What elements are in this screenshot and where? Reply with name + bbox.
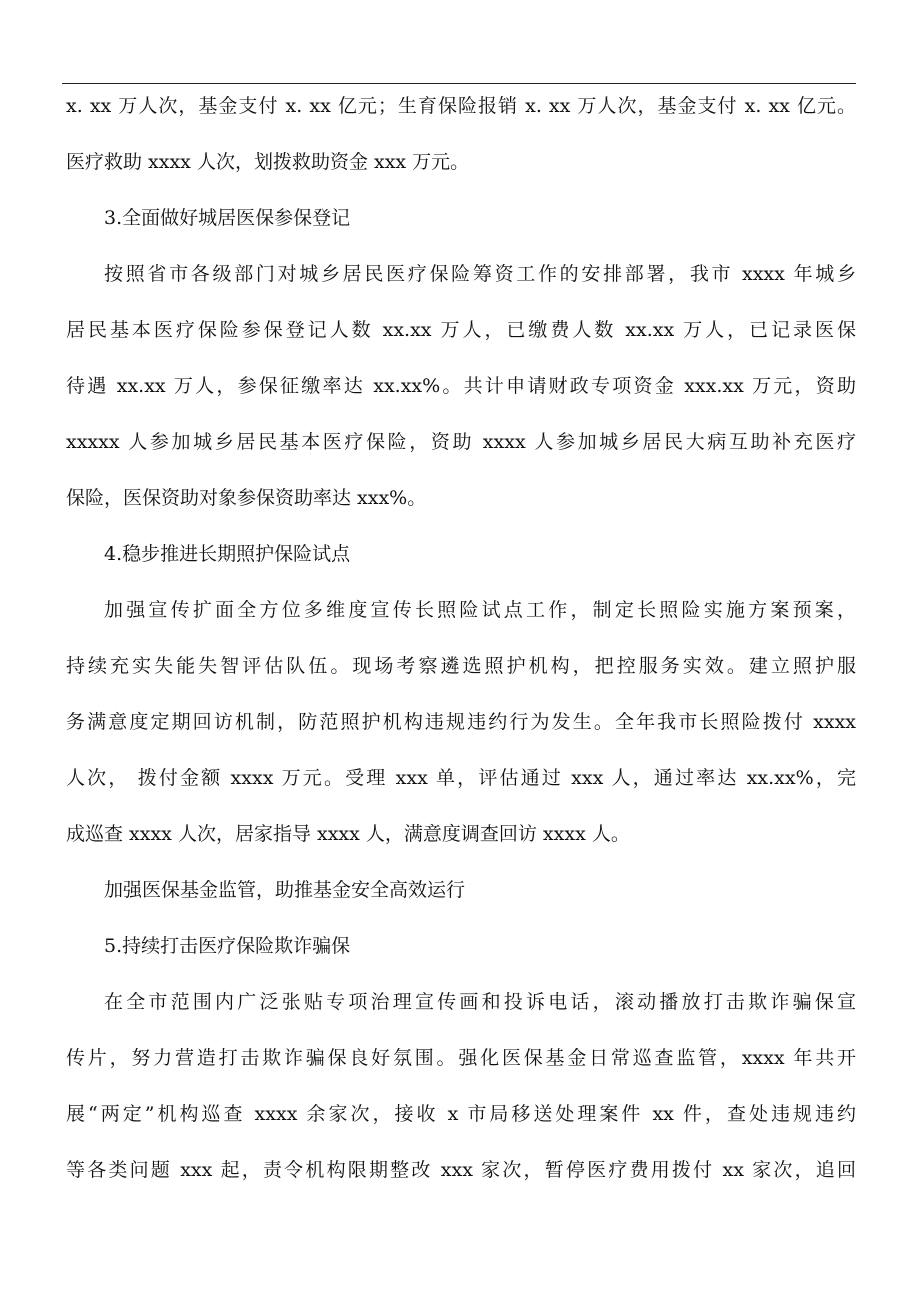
body-line: 在全市范围内广泛张贴专项治理宣传画和投诉电话，滚动播放打击欺诈骗保宣 (104, 991, 856, 1013)
body-line: 医疗救助 xxxx 人次，划拨救助资金 xxx 万元。 (66, 151, 470, 173)
body-line: 按照省市各级部门对城乡居民医疗保险筹资工作的安排部署，我市 xxxx 年城乡 (104, 263, 856, 285)
section-heading: 3.全面做好城居医保参保登记 (104, 207, 351, 229)
section-heading: 5.持续打击医疗保险欺诈骗保 (104, 935, 351, 957)
document-body (66, 88, 856, 1208)
body-line: 务满意度定期回访机制，防范照护机构违规违约行为发生。全年我市长照险拨付 xxxx (66, 711, 856, 733)
body-line: 传片，努力营造打击欺诈骗保良好氛围。强化医保基金日常巡查监管，xxxx 年共开 (66, 1047, 856, 1069)
body-line: 持续充实失能失智评估队伍。现场考察遴选照护机构，把控服务实效。建立照护服 (66, 655, 856, 677)
body-line: 展“两定”机构巡查 xxxx 余家次，接收 x 市局移送处理案件 xx 件，查处违规违约 (66, 1103, 856, 1125)
body-line: 等各类问题 xxx 起，责令机构限期整改 xxx 家次，暂停医疗费用拨付 xx 家次，追回 (66, 1159, 856, 1181)
section-heading: 加强医保基金监管，助推基金安全高效运行 (104, 879, 466, 901)
section-heading: 4.稳步推进长期照护保险试点 (104, 543, 351, 565)
body-line: 成巡查 xxxx 人次，居家指导 xxxx 人，满意度调查回访 xxxx 人。 (66, 823, 630, 845)
body-line: 待遇 xx.xx 万人，参保征缴率达 xx.xx%。共计申请财政专项资金 xxx.xx 万元，资助 (66, 375, 856, 397)
body-line: x. xx 万人次，基金支付 x. xx 亿元；生育保险报销 x. xx 万人次，基金支付 x. xx 亿元。 (66, 95, 856, 117)
body-line: xxxxx 人参加城乡居民基本医疗保险，资助 xxxx 人参加城乡居民大病互助补充医疗 (66, 431, 856, 453)
body-line: 居民基本医疗保险参保登记人数 xx.xx 万人，已缴费人数 xx.xx 万人，已记录医保 (66, 319, 856, 341)
header-rule (62, 83, 856, 84)
body-line: 加强宣传扩面全方位多维度宣传长照险试点工作，制定长照险实施方案预案， (104, 599, 856, 621)
body-line: 人次， 拨付金额 xxxx 万元。受理 xxx 单，评估通过 xxx 人，通过率达 xx.xx%，完 (66, 767, 856, 789)
body-line: 保险，医保资助对象参保资助率达 xxx%。 (66, 487, 427, 509)
